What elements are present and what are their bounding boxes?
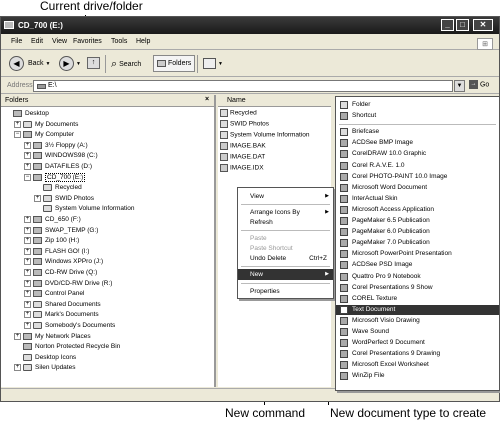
new-item-label: Microsoft Visio Drawing: [352, 316, 420, 324]
tree-item-cd-650-f[interactable]: [24, 216, 81, 225]
drive-icon: [23, 343, 32, 350]
new-item-text-document[interactable]: [336, 305, 499, 315]
toolbar: [1, 51, 499, 77]
expand-icon[interactable]: +: [25, 279, 30, 286]
document-icon: [340, 206, 348, 214]
file-item-label: IMAGE.BAK: [230, 142, 266, 150]
drive-icon: [33, 258, 42, 265]
new-item-coreldraw-10-0-graphic[interactable]: [336, 149, 499, 159]
menu-item-undo-delete[interactable]: [238, 253, 333, 264]
folder-icon: [43, 184, 52, 191]
address-bar: [1, 78, 499, 94]
callout-new-document-type: New document type to create: [330, 406, 487, 420]
new-item-label: Quattro Pro 9 Notebook: [352, 272, 421, 280]
submenu-arrow-icon: ▶: [325, 271, 329, 277]
folder-icon: [43, 205, 52, 212]
expand-icon[interactable]: +: [25, 258, 30, 265]
new-item-label: PageMaker 6.0 Publication: [352, 228, 430, 236]
collapse-icon[interactable]: −: [15, 131, 20, 138]
submenu-arrow-icon: ▶: [325, 209, 329, 215]
expand-icon[interactable]: +: [25, 163, 30, 169]
expand-icon[interactable]: +: [25, 269, 30, 275]
go-arrow-icon: →: [470, 81, 477, 87]
back-button[interactable]: [9, 55, 50, 73]
new-item-label: Briefcase: [352, 128, 380, 136]
back-label: Back: [27, 60, 44, 67]
new-item-microsoft-word-document[interactable]: [336, 183, 499, 193]
tree-item-label: 3½ Floppy (A:): [45, 141, 88, 149]
drive-icon: [33, 237, 42, 244]
forward-button[interactable]: [59, 55, 81, 73]
menu-separator: [339, 124, 496, 125]
document-icon: [340, 295, 348, 303]
menu-item-view-label: View: [250, 193, 264, 200]
folders-pane-header: [1, 95, 214, 107]
menu-bar: [1, 35, 499, 50]
folders-button[interactable]: [153, 55, 195, 72]
tree-item-windows-xppro-j[interactable]: [24, 258, 103, 267]
new-item-label: PageMaker 7.0 Publication: [352, 239, 430, 247]
file-item-label: Recycled: [230, 109, 257, 117]
new-item-microsoft-powerpoint-presentation[interactable]: [336, 249, 499, 259]
document-icon: [340, 239, 348, 247]
drive-icon: [23, 131, 32, 138]
close-button[interactable]: ✕: [473, 19, 493, 31]
drive-icon: [33, 269, 42, 276]
new-item-microsoft-access-application[interactable]: [336, 205, 499, 215]
expand-icon[interactable]: +: [25, 141, 30, 148]
file-item-label: System Volume Information: [230, 131, 310, 139]
document-icon: [340, 173, 348, 181]
menu-view[interactable]: View: [52, 38, 68, 45]
expand-icon[interactable]: +: [25, 247, 30, 254]
tree-item-datafiles-d[interactable]: [24, 163, 92, 172]
folder-icon: [220, 131, 228, 139]
tree-item-flash-go-i[interactable]: [24, 248, 89, 257]
new-item-corel-presentations-9-drawing[interactable]: [336, 349, 499, 359]
tree-item-swid-photos[interactable]: [34, 195, 94, 204]
menu-item-paste-label: Paste: [250, 235, 267, 242]
drive-icon: [33, 227, 42, 234]
new-item-label: Microsoft PowerPoint Presentation: [352, 250, 452, 258]
folder-icon: [23, 354, 32, 361]
expand-icon[interactable]: +: [15, 332, 20, 339]
new-item-label: Corel R.A.V.E. 1.0: [352, 161, 405, 169]
file-item-image-dat[interactable]: [220, 153, 265, 163]
folders-pane: [1, 95, 216, 387]
new-item-label: Microsoft Excel Worksheet: [352, 361, 429, 369]
folders-label: Folders: [167, 60, 192, 67]
search-icon: ⌕: [111, 58, 118, 70]
document-icon: [340, 150, 348, 158]
menu-item-refresh[interactable]: [238, 217, 333, 228]
views-dropdown-icon: ▼: [217, 61, 223, 67]
new-item-winzip-file[interactable]: [336, 371, 499, 381]
menu-separator: [241, 266, 330, 267]
menu-item-refresh-label: Refresh: [250, 219, 273, 226]
back-dropdown-icon: ▼: [45, 61, 51, 67]
document-icon: [340, 372, 348, 380]
file-item-system-volume-information[interactable]: [220, 131, 309, 141]
document-icon: [340, 284, 348, 292]
drive-icon: [23, 333, 32, 340]
maximize-button[interactable]: □: [456, 19, 469, 31]
expand-icon[interactable]: +: [35, 194, 40, 201]
tree-item-label: Somebody's Documents: [45, 322, 116, 329]
new-item-briefcase[interactable]: [336, 127, 499, 137]
toolbar-separator: [105, 55, 106, 73]
menu-item-new-label: New: [250, 271, 264, 278]
document-icon: [340, 184, 348, 192]
folder-icon: [43, 195, 52, 202]
new-item-label: Corel Presentations 9 Drawing: [352, 350, 441, 358]
tree-item-label: FLASH GO! (I:): [45, 247, 90, 255]
folder-icon: [220, 109, 228, 117]
document-icon: [340, 339, 348, 347]
drive-icon: [33, 142, 42, 149]
tree-item-windows98-c[interactable]: [24, 152, 98, 161]
document-icon: [340, 306, 348, 314]
up-folder-icon: ↑: [87, 57, 100, 69]
new-item-label: Shortcut: [352, 112, 377, 120]
file-item-label: IMAGE.IDX: [230, 164, 264, 172]
new-item-label: WordPerfect 9 Document: [352, 339, 425, 347]
folder-icon: [23, 121, 32, 128]
tree-item-label: CD_700 (E:): [47, 173, 84, 181]
new-item-label: WinZip File: [352, 372, 385, 380]
address-label: Address: [7, 82, 33, 89]
new-item-microsoft-excel-worksheet[interactable]: [336, 360, 499, 370]
tree-item-my-documents[interactable]: [14, 121, 78, 130]
tree-item-silen-updates[interactable]: [14, 364, 75, 373]
new-item-microsoft-visio-drawing[interactable]: [336, 316, 499, 326]
tree-item-label: Windows XPPro (J:): [45, 258, 104, 266]
folder-icon: [340, 128, 348, 136]
new-item-label: COREL Texture: [352, 294, 398, 302]
document-icon: [340, 261, 348, 269]
drive-icon: [13, 110, 22, 117]
tree-item-label: My Network Places: [35, 332, 91, 340]
folder-icon: [220, 120, 228, 128]
tree-item-control-panel[interactable]: [24, 290, 84, 299]
views-button[interactable]: [203, 55, 223, 73]
new-item-interactual-skin[interactable]: [336, 194, 499, 204]
tree-item-label: Silen Updates: [35, 364, 76, 372]
forward-arrow-icon: ▶: [59, 56, 74, 71]
menu-item-paste-shortcut-label: Paste Shortcut: [250, 245, 293, 252]
tree-item-label: System Volume Information: [55, 205, 135, 213]
tree-item-cd-700-e[interactable]: [24, 174, 85, 183]
document-icon: [340, 317, 348, 325]
new-item-wave-sound[interactable]: [336, 327, 499, 337]
menu-favorites[interactable]: Favorites: [73, 38, 102, 45]
tree-item-somebody-s-documents[interactable]: [24, 322, 115, 331]
title-bar: [1, 17, 499, 34]
new-item-quattro-pro-9-notebook[interactable]: [336, 272, 499, 282]
new-item-label: CorelDRAW 10.0 Graphic: [352, 150, 427, 158]
tree-item-label: DATAFILES (D:): [45, 163, 93, 170]
menu-help[interactable]: Help: [136, 38, 151, 45]
document-icon: [340, 112, 348, 120]
search-label: Search: [119, 60, 142, 68]
tree-item-label: My Documents: [35, 120, 79, 128]
tree-item-label: SWAP_TEMP (G:): [45, 226, 99, 234]
new-item-acdsee-bmp-image[interactable]: [336, 138, 499, 148]
tree-item-my-network-places[interactable]: [14, 333, 91, 342]
new-item-label: ACDSee PSD Image: [352, 261, 413, 269]
new-item-label: Text Document: [352, 305, 396, 313]
new-item-label: Folder: [352, 101, 371, 108]
document-icon: [340, 228, 348, 236]
toolbar-separator-2: [197, 55, 198, 73]
folders-icon: [157, 60, 166, 67]
tree-item-3-floppy-a[interactable]: [24, 142, 88, 151]
new-item-label: Microsoft Word Document: [352, 183, 428, 191]
menu-tools[interactable]: Tools: [111, 38, 128, 45]
drive-icon: [37, 84, 46, 89]
file-icon: [220, 153, 228, 161]
folders-pane-title: Folders: [5, 97, 29, 104]
file-icon: [220, 164, 228, 172]
tree-item-mark-s-documents[interactable]: [24, 311, 99, 320]
menu-item-properties[interactable]: [238, 286, 333, 297]
file-item-label: IMAGE.DAT: [230, 153, 266, 161]
document-icon: [340, 217, 348, 225]
folder-icon: [340, 101, 348, 109]
new-item-label: Wave Sound: [352, 328, 389, 335]
folder-icon: [33, 322, 42, 329]
tree-item-desktop-icons[interactable]: [14, 354, 76, 363]
menu-item-new[interactable]: [238, 269, 333, 280]
file-item-recycled[interactable]: [220, 109, 257, 119]
new-item-corel-presentations-9-show[interactable]: [336, 283, 499, 293]
tree-item-zip-100-h[interactable]: [24, 237, 79, 246]
tree-item-label: SWID Photos: [55, 194, 95, 202]
callout-current-drive: Current drive/folder: [40, 0, 143, 13]
drive-icon: [33, 280, 42, 287]
tree-item-desktop[interactable]: [4, 110, 49, 119]
document-icon: [340, 139, 348, 147]
go-label: Go: [479, 81, 490, 89]
menu-file[interactable]: File: [11, 38, 23, 45]
new-item-pagemaker-6-5-publication[interactable]: [336, 216, 499, 226]
address-dropdown-icon[interactable]: ▼: [454, 80, 465, 92]
new-item-label: Corel PHOTO-PAINT 10.0 Image: [352, 172, 448, 180]
file-item-label: SWID Photos: [230, 120, 270, 128]
tree-item-system-volume-information[interactable]: [34, 205, 134, 214]
tree-item-my-computer[interactable]: [14, 131, 74, 140]
new-item-label: Microsoft Access Application: [352, 205, 435, 213]
new-item-acdsee-psd-image[interactable]: [336, 260, 499, 270]
up-folder-button[interactable]: [87, 55, 100, 73]
tree-item-norton-protected-recycle-bin[interactable]: [14, 343, 120, 352]
windows-logo-icon: ⊞: [477, 38, 493, 50]
context-menu: [237, 187, 334, 299]
file-icon: [220, 142, 228, 150]
tree-item-label: DVD/CD-RW Drive (R:): [45, 279, 113, 287]
address-input[interactable]: [33, 80, 453, 92]
tree-item-recycled[interactable]: [34, 184, 82, 193]
expand-icon[interactable]: +: [25, 322, 30, 328]
submenu-arrow-icon: ▶: [325, 193, 329, 199]
folder-icon: [23, 364, 32, 371]
name-column-label: Name: [227, 97, 246, 104]
drive-icon: [33, 216, 42, 223]
expand-icon[interactable]: +: [25, 226, 30, 233]
expand-icon[interactable]: +: [25, 300, 30, 307]
document-icon: [340, 162, 348, 170]
menu-edit[interactable]: Edit: [31, 38, 44, 45]
new-item-corel-texture[interactable]: [336, 294, 499, 304]
menu-separator: [241, 283, 330, 284]
tree-item-label: Shared Documents: [45, 300, 101, 308]
expand-icon[interactable]: +: [25, 290, 30, 297]
drive-icon: [33, 163, 42, 170]
file-item-image-bak[interactable]: [220, 142, 266, 152]
window-title: CD_700 (E:): [18, 21, 63, 30]
collapse-icon[interactable]: −: [25, 173, 30, 180]
go-button[interactable]: [469, 80, 489, 89]
tree-item-label: Zip 100 (H:): [45, 237, 80, 245]
new-item-corel-photo-paint-10-0-image[interactable]: [336, 172, 499, 182]
new-submenu: [335, 96, 500, 391]
new-item-wordperfect-9-document[interactable]: [336, 338, 499, 348]
new-item-label: PageMaker 6.5 Publication: [352, 217, 430, 224]
expand-icon[interactable]: +: [25, 237, 30, 244]
views-icon: [203, 58, 216, 69]
expand-icon[interactable]: +: [25, 311, 30, 318]
new-item-folder[interactable]: [336, 100, 499, 110]
document-icon: [340, 273, 348, 281]
menu-item-arrange-label: Arrange Icons By: [250, 209, 300, 216]
tree-item-shared-documents[interactable]: [24, 301, 101, 310]
tree-item-label: My Computer: [35, 131, 75, 139]
tree-item-label: Control Panel: [45, 290, 85, 298]
new-item-corel-r-a-v-e-1-0[interactable]: [336, 161, 499, 171]
document-icon: [340, 361, 348, 369]
menu-item-undo-label: Undo Delete: [250, 255, 287, 262]
tree-item-label: CD-RW Drive (Q:): [45, 269, 98, 276]
expand-icon[interactable]: +: [25, 152, 30, 159]
drive-icon: [33, 174, 42, 181]
back-arrow-icon: ◀: [9, 56, 24, 71]
address-value: E:\: [48, 82, 57, 89]
new-item-label: InterActual Skin: [352, 194, 398, 202]
menu-item-undo-shortcut: Ctrl+Z: [309, 255, 327, 262]
new-item-pagemaker-7-0-publication[interactable]: [336, 238, 499, 248]
file-item-image-idx[interactable]: [220, 164, 264, 174]
menu-item-properties-label: Properties: [250, 288, 280, 295]
drive-icon: [33, 290, 42, 297]
tree-item-label: Desktop Icons: [35, 353, 77, 361]
menu-separator: [241, 230, 330, 231]
menu-item-view[interactable]: [238, 191, 333, 202]
document-icon: [340, 195, 348, 203]
folders-pane-close-button[interactable]: ×: [205, 96, 210, 103]
tree-item-cd-rw-drive-q[interactable]: [24, 269, 97, 278]
tree-item-dvd-cd-rw-drive-r[interactable]: [24, 280, 112, 289]
expand-icon[interactable]: +: [15, 364, 20, 371]
callout-new-command: New command: [225, 406, 306, 420]
document-icon: [340, 250, 348, 258]
tree-item-label: WINDOWS98 (C:): [45, 152, 98, 160]
tree-item-label: Desktop: [25, 110, 49, 117]
file-item-swid-photos[interactable]: [220, 120, 269, 130]
tree-item-label: Mark's Documents: [45, 311, 99, 319]
drive-icon: [33, 248, 42, 255]
tree-item-label: Norton Protected Recycle Bin: [35, 343, 121, 351]
folder-icon: [33, 311, 42, 318]
tree-item-swap-temp-g[interactable]: [24, 227, 98, 236]
folder-icon: [33, 301, 42, 308]
tree-item-label: Recycled: [55, 184, 82, 192]
document-icon: [340, 328, 348, 336]
new-item-label: ACDSee BMP Image: [352, 139, 413, 147]
expand-icon[interactable]: +: [25, 216, 30, 222]
menu-separator: [241, 204, 330, 205]
forward-dropdown-icon: ▼: [75, 61, 81, 67]
drive-icon: [33, 152, 42, 159]
drive-icon: [4, 21, 14, 29]
new-item-pagemaker-6-0-publication[interactable]: [336, 227, 499, 237]
document-icon: [340, 350, 348, 358]
search-button[interactable]: [111, 55, 141, 73]
new-item-label: Corel Presentations 9 Show: [352, 283, 433, 291]
name-column-header[interactable]: [218, 95, 331, 107]
expand-icon[interactable]: +: [15, 120, 20, 127]
new-item-shortcut[interactable]: [336, 111, 499, 121]
minimize-button[interactable]: _: [441, 19, 454, 31]
tree-item-label: CD_650 (F:): [45, 216, 81, 223]
